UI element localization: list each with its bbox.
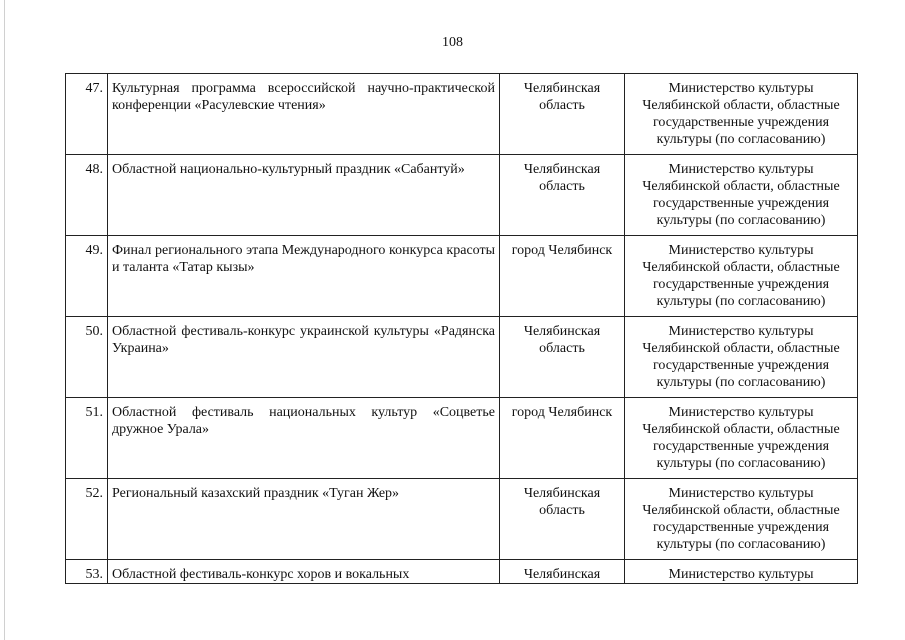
- table-row: [66, 560, 858, 584]
- event-name: Областной национально-культурный праздник «Сабантуй»: [108, 155, 500, 236]
- event-organizer: Министерство культуры Челябинской области, областные государственные учреждения культуры (по согласованию): [625, 398, 858, 479]
- row-number: 49.: [66, 236, 108, 317]
- table-row: [66, 74, 858, 155]
- row-number: 51.: [66, 398, 108, 479]
- event-name: Областной фестиваль-конкурс украинской культуры «Радянска Украина»: [108, 317, 500, 398]
- row-number: 48.: [66, 155, 108, 236]
- event-name: Культурная программа всероссийской научно-практической конференции «Расулевские чтения»: [108, 74, 500, 155]
- row-number: 47.: [66, 74, 108, 155]
- event-place: Челябинская область: [500, 317, 625, 398]
- events-table: [65, 73, 858, 584]
- event-place: город Челябинск: [500, 236, 625, 317]
- event-organizer: Министерство культуры Челябинской области, областные государственные учреждения культуры (по согласованию): [625, 155, 858, 236]
- event-name: Областной фестиваль национальных культур «Соцветье дружное Урала»: [108, 398, 500, 479]
- event-organizer: Министерство культуры Челябинской области, областные государственные учреждения культуры (по согласованию): [625, 74, 858, 155]
- table-row: [66, 155, 858, 236]
- event-place: Челябинская область: [500, 479, 625, 560]
- table-row: [66, 398, 858, 479]
- event-name: Финал регионального этапа Международного конкурса красоты и таланта «Татар кызы»: [108, 236, 500, 317]
- event-place: город Челябинск: [500, 398, 625, 479]
- table-row: [66, 317, 858, 398]
- event-name: Областной фестиваль-конкурс хоров и вокальных: [108, 560, 500, 584]
- row-number: 50.: [66, 317, 108, 398]
- page-number: 108: [442, 35, 463, 50]
- table-row: [66, 236, 858, 317]
- row-number: 52.: [66, 479, 108, 560]
- event-organizer: Министерство культуры: [625, 560, 858, 584]
- event-place: Челябинская область: [500, 74, 625, 155]
- table-row: [66, 479, 858, 560]
- event-organizer: Министерство культуры Челябинской области, областные государственные учреждения культуры (по согласованию): [625, 479, 858, 560]
- event-place: Челябинская: [500, 560, 625, 584]
- event-name: Региональный казахский праздник «Туган Жер»: [108, 479, 500, 560]
- page-edge-line: [4, 0, 5, 640]
- event-organizer: Министерство культуры Челябинской области, областные государственные учреждения культуры (по согласованию): [625, 236, 858, 317]
- event-place: Челябинская область: [500, 155, 625, 236]
- row-number: 53.: [66, 560, 108, 584]
- event-organizer: Министерство культуры Челябинской области, областные государственные учреждения культуры (по согласованию): [625, 317, 858, 398]
